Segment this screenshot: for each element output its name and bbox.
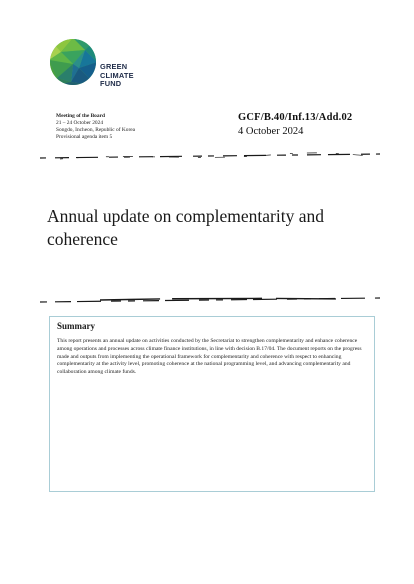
summary-body: This report presents an annual update on activities conducted by the Secretariat to strengthen complementarity and enhance coherence among operations and processes across climate finance institutions, in line with decision B.17/04. The document reports on the progress made and outputs from implementing the operational framework for complementarity and coherence with respect to enhancing complementarity at the activity level, promoting coherence at the national programming level, and advancing complementarity and collaboration among climate funds. (57, 338, 362, 376)
document-date: 4 October 2024 (238, 126, 304, 137)
meeting-location: Songdo, Incheon, Republic of Korea (56, 127, 136, 133)
divider-top (40, 150, 380, 162)
logo-wordmark (100, 63, 134, 89)
meeting-title: Meeting of the Board (56, 113, 105, 119)
document-reference (238, 111, 352, 139)
summary-box (49, 316, 375, 492)
gcf-logo-icon (49, 38, 97, 86)
logo-line-2: CLIMATE (100, 70, 134, 80)
meeting-info (56, 113, 135, 141)
document-code: GCF/B.40/Inf.13/Add.02 (238, 112, 353, 123)
meeting-agenda: Provisional agenda item 5 (56, 134, 113, 140)
summary-heading: Summary (57, 321, 95, 331)
document-title: Annual update on complementarity and coherence (47, 206, 325, 249)
meeting-dates: 21 – 24 October 2024 (56, 120, 104, 126)
logo-line-3: FUND (100, 79, 122, 89)
logo-line-1: GREEN (100, 62, 128, 71)
divider-bottom (40, 294, 380, 306)
